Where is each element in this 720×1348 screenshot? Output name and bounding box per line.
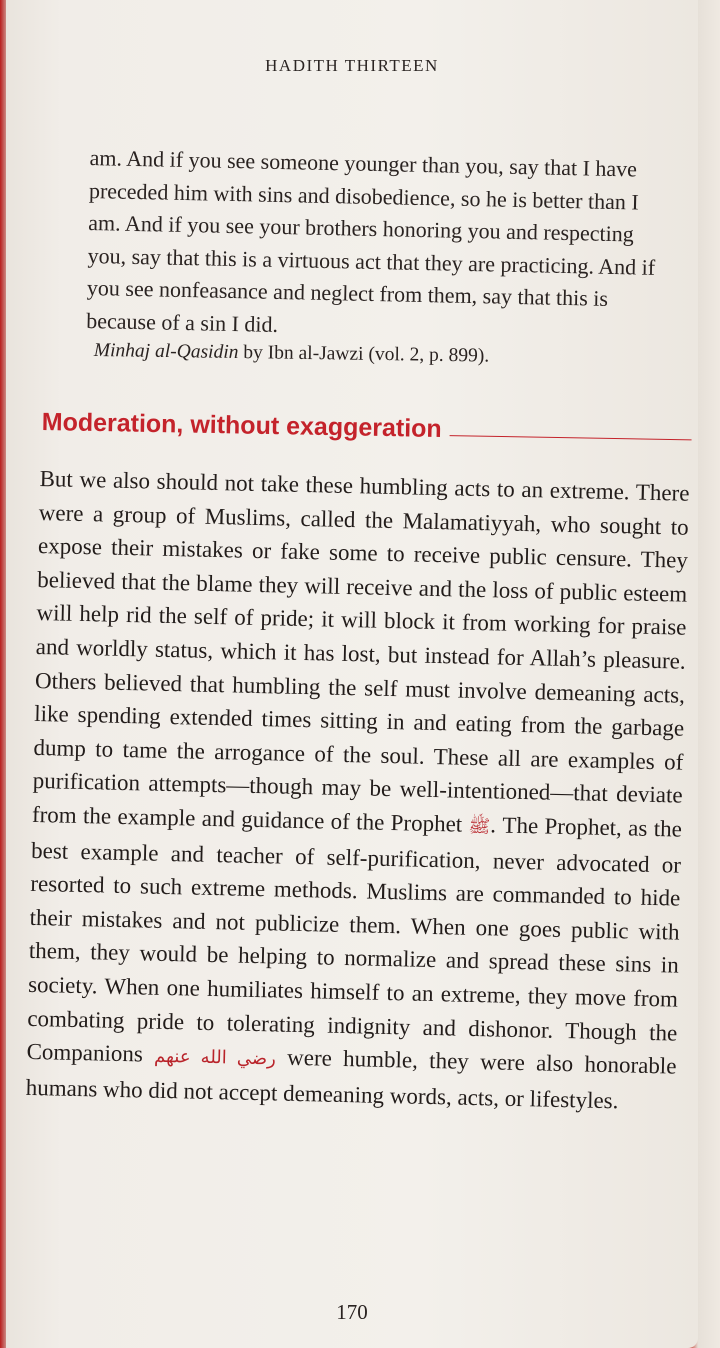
body-part-3: were humble, they were also honorable humans who did not accept demeaning words, acts, or lifestyles. [25, 1044, 677, 1113]
running-head [6, 56, 698, 76]
quote-block [86, 142, 660, 349]
citation-rest: by Ibn al-Jawzi (vol. 2, p. 899). [238, 342, 490, 367]
body-part-1: But we also should not take these humbling acts to an extreme. There were a group of Muslims, called the Malamatiyyah, who sought to expose their mistakes or fake some to receive public censure. They believed that the blame they will receive and the loss of public esteem will help rid the self of pride; it will block it from working for praise and worldly status, which it has lost, but instead for Allah’s pleasure. Others believed that humbling the self must involve demeaning acts, like spending extended times sitting in and eating from the garbage dump to tame the arrogance of the soul. These all are examples of purification attempts—though may be well-intentioned—that deviate from the example and guidance of the Prophet [31, 465, 690, 837]
page-number: 170 [336, 1300, 368, 1324]
paragraph [25, 462, 689, 1119]
body-paragraph [25, 462, 689, 1119]
quote-text: am. And if you see someone younger than you, say that I have preceded him with sins and disobedience, so he is better than I am. And if you see your brothers honoring you and respecting you, say that this is a virtuous act that they are practicing. And if you see nonfeasance and neglect from them, say that this is because of a sin I did. [86, 144, 656, 337]
citation-title: Minhaj al-Qasidin [93, 340, 239, 364]
book-page [6, 0, 698, 1348]
section-heading [41, 408, 691, 448]
heading-rule [450, 435, 692, 440]
prophet-honorific-icon: ﷺ [468, 815, 491, 837]
companions-honorific-icon: رضي الله عنهم [153, 1045, 277, 1069]
body-part-2: . The Prophet, as the best example and teacher of self-purification, never advocated or resorted to such extreme methods. Muslims are commanded to hide their mistakes and not publicize them. When one goes public with them, they would be helping to normalize and spread these sins in society. When one humiliates himself to an extreme, they move from combating pride to tolerating indignity and dishonor. Though the Companions [26, 812, 683, 1067]
section-heading-text: Moderation, without exaggeration [41, 408, 442, 443]
running-head-text: HADITH THIRTEEN [265, 56, 439, 75]
